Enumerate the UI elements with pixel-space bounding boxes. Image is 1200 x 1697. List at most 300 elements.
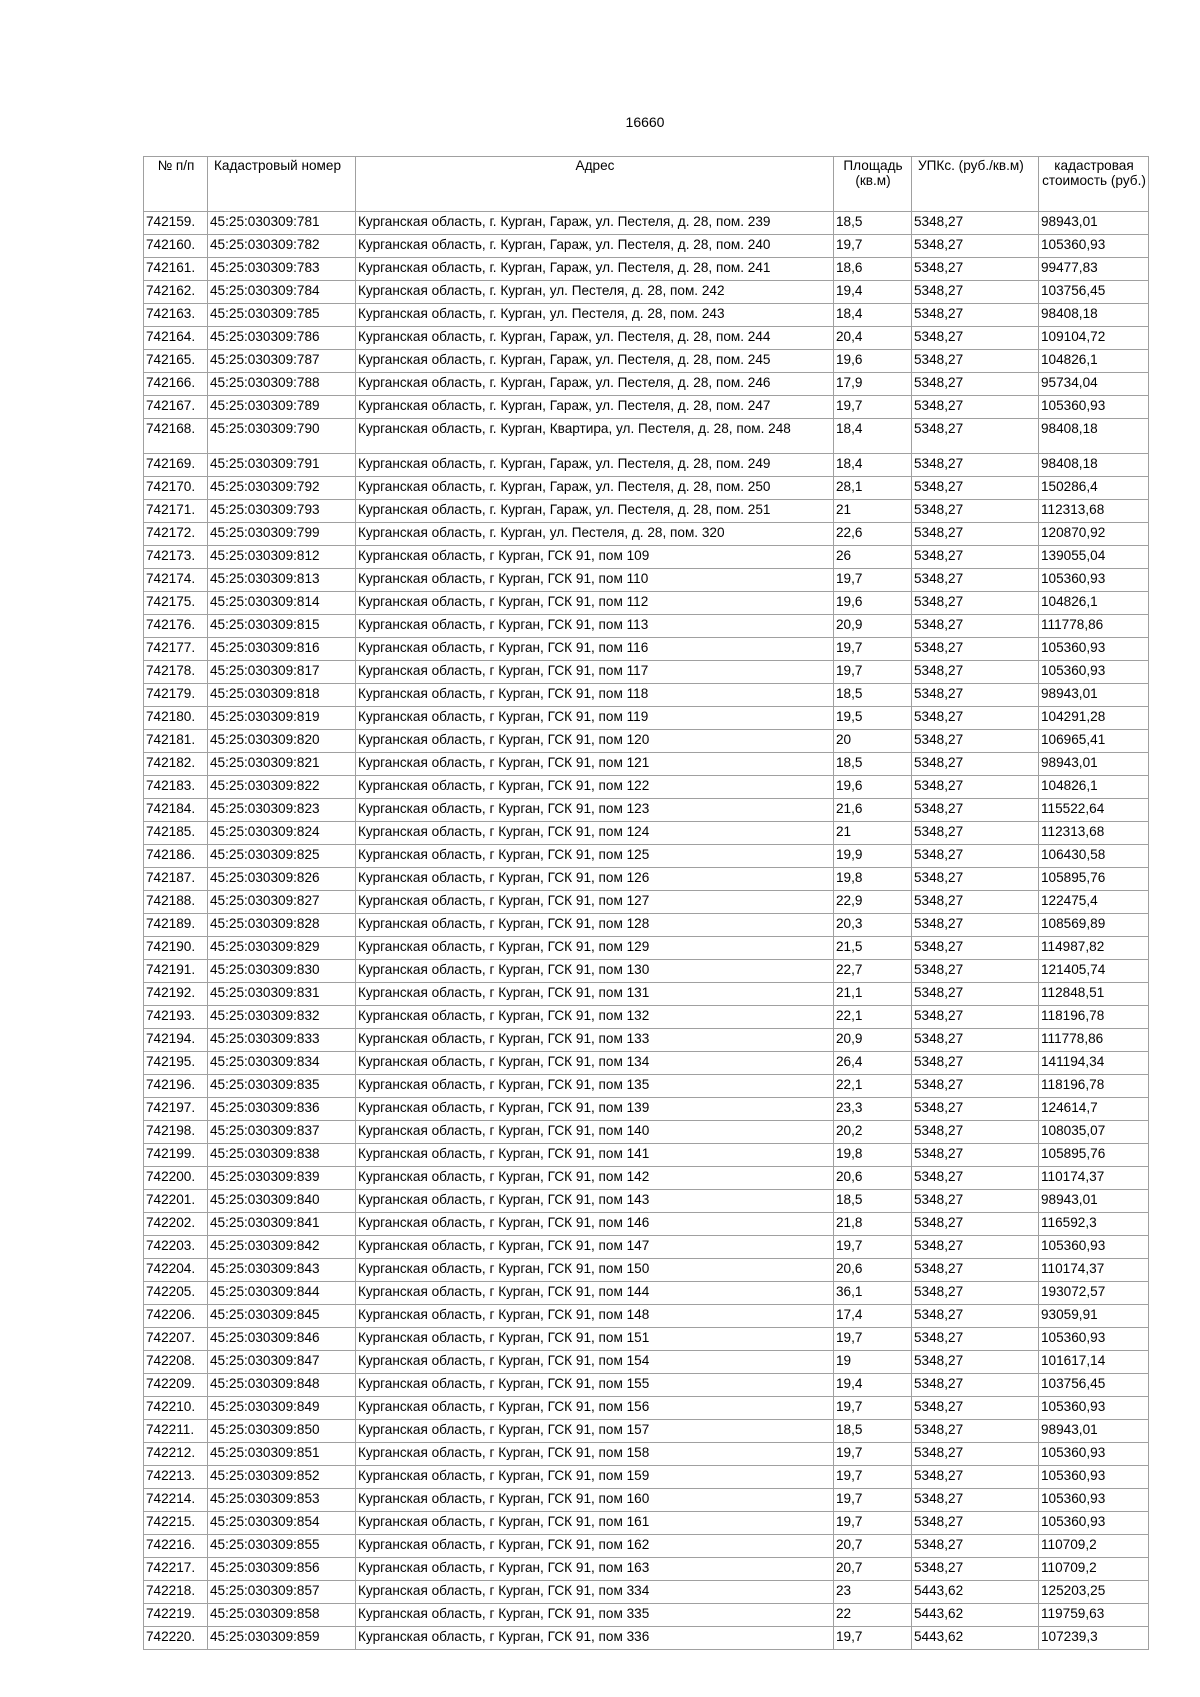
cell-cadastral-number: 45:25:030309:827 [208, 891, 356, 914]
cell-address: Курганская область, г Курган, ГСК 91, пом 156 [356, 1397, 834, 1420]
table-row [144, 212, 1149, 235]
table-header [144, 157, 1149, 212]
cell-cadastral-cost: 101617,14 [1039, 1351, 1149, 1374]
cell-num: 742168. [144, 419, 208, 454]
cell-cadastral-number: 45:25:030309:846 [208, 1328, 356, 1351]
table-row [144, 822, 1149, 845]
cell-upks: 5348,27 [912, 1029, 1039, 1052]
table-row [144, 753, 1149, 776]
cell-cadastral-number: 45:25:030309:816 [208, 638, 356, 661]
cell-address: Курганская область, г Курган, ГСК 91, пом 150 [356, 1259, 834, 1282]
cell-address: Курганская область, г Курган, ГСК 91, пом 131 [356, 983, 834, 1006]
cell-num: 742183. [144, 776, 208, 799]
cell-cadastral-cost: 105360,93 [1039, 661, 1149, 684]
cell-cadastral-number: 45:25:030309:822 [208, 776, 356, 799]
cell-num: 742174. [144, 569, 208, 592]
cell-cadastral-number: 45:25:030309:815 [208, 615, 356, 638]
table-row [144, 615, 1149, 638]
cell-area: 20 [834, 730, 912, 753]
cell-cadastral-cost: 107239,3 [1039, 1627, 1149, 1650]
cell-area: 19,7 [834, 1236, 912, 1259]
cell-cadastral-number: 45:25:030309:781 [208, 212, 356, 235]
cell-area: 22,6 [834, 523, 912, 546]
cell-cadastral-cost: 120870,92 [1039, 523, 1149, 546]
cell-upks: 5348,27 [912, 1443, 1039, 1466]
cell-upks: 5348,27 [912, 235, 1039, 258]
cell-area: 20,3 [834, 914, 912, 937]
cell-cadastral-cost: 105360,93 [1039, 396, 1149, 419]
cell-cadastral-number: 45:25:030309:814 [208, 592, 356, 615]
cell-upks: 5348,27 [912, 1397, 1039, 1420]
table-row [144, 1443, 1149, 1466]
cell-cadastral-cost: 112313,68 [1039, 822, 1149, 845]
cell-upks: 5348,27 [912, 1282, 1039, 1305]
cell-address: Курганская область, г Курган, ГСК 91, пом 144 [356, 1282, 834, 1305]
cell-address: Курганская область, г. Курган, ул. Пестеля, д. 28, пом. 243 [356, 304, 834, 327]
cell-cadastral-cost: 105360,93 [1039, 638, 1149, 661]
cell-area: 28,1 [834, 477, 912, 500]
cell-area: 23,3 [834, 1098, 912, 1121]
cell-area: 18,6 [834, 258, 912, 281]
cell-upks: 5348,27 [912, 1052, 1039, 1075]
cell-num: 742165. [144, 350, 208, 373]
cell-num: 742175. [144, 592, 208, 615]
cell-upks: 5348,27 [912, 327, 1039, 350]
cell-area: 22,9 [834, 891, 912, 914]
cell-num: 742195. [144, 1052, 208, 1075]
cell-area: 26,4 [834, 1052, 912, 1075]
cell-cadastral-number: 45:25:030309:791 [208, 454, 356, 477]
cell-cadastral-number: 45:25:030309:829 [208, 937, 356, 960]
cell-cadastral-number: 45:25:030309:854 [208, 1512, 356, 1535]
cell-upks: 5348,27 [912, 730, 1039, 753]
cell-num: 742179. [144, 684, 208, 707]
table-row [144, 1305, 1149, 1328]
cell-address: Курганская область, г Курган, ГСК 91, пом 124 [356, 822, 834, 845]
cell-cadastral-number: 45:25:030309:825 [208, 845, 356, 868]
cell-address: Курганская область, г Курган, ГСК 91, пом 336 [356, 1627, 834, 1650]
cell-cadastral-number: 45:25:030309:786 [208, 327, 356, 350]
cell-upks: 5348,27 [912, 684, 1039, 707]
cell-area: 19,7 [834, 396, 912, 419]
cell-area: 21,5 [834, 937, 912, 960]
cell-cadastral-number: 45:25:030309:831 [208, 983, 356, 1006]
table-row [144, 454, 1149, 477]
cell-num: 742203. [144, 1236, 208, 1259]
table-row [144, 1052, 1149, 1075]
cell-upks: 5348,27 [912, 396, 1039, 419]
header-num: № п/п [144, 157, 208, 212]
cell-cadastral-cost: 98408,18 [1039, 419, 1149, 454]
table-row [144, 684, 1149, 707]
table-row [144, 937, 1149, 960]
cell-area: 18,5 [834, 1420, 912, 1443]
cell-num: 742215. [144, 1512, 208, 1535]
cell-cadastral-number: 45:25:030309:859 [208, 1627, 356, 1650]
cell-num: 742188. [144, 891, 208, 914]
cell-upks: 5348,27 [912, 1558, 1039, 1581]
table-row [144, 1167, 1149, 1190]
cell-address: Курганская область, г Курган, ГСК 91, пом 142 [356, 1167, 834, 1190]
cell-cadastral-cost: 105360,93 [1039, 235, 1149, 258]
table-row [144, 1236, 1149, 1259]
cell-area: 19,7 [834, 661, 912, 684]
cell-cadastral-number: 45:25:030309:792 [208, 477, 356, 500]
table-row [144, 1535, 1149, 1558]
cell-num: 742184. [144, 799, 208, 822]
table-row [144, 707, 1149, 730]
cell-cadastral-number: 45:25:030309:848 [208, 1374, 356, 1397]
cell-upks: 5348,27 [912, 1305, 1039, 1328]
cell-num: 742218. [144, 1581, 208, 1604]
table-row [144, 350, 1149, 373]
cell-area: 21,8 [834, 1213, 912, 1236]
cell-upks: 5348,27 [912, 350, 1039, 373]
cell-cadastral-cost: 99477,83 [1039, 258, 1149, 281]
cell-cadastral-cost: 110709,2 [1039, 1558, 1149, 1581]
cell-address: Курганская область, г Курган, ГСК 91, пом 151 [356, 1328, 834, 1351]
cell-address: Курганская область, г Курган, ГСК 91, пом 157 [356, 1420, 834, 1443]
cell-area: 20,4 [834, 327, 912, 350]
table-row [144, 281, 1149, 304]
cell-num: 742214. [144, 1489, 208, 1512]
cell-cadastral-cost: 119759,63 [1039, 1604, 1149, 1627]
cell-area: 22,1 [834, 1075, 912, 1098]
table-row [144, 891, 1149, 914]
cell-num: 742173. [144, 546, 208, 569]
cell-area: 20,9 [834, 1029, 912, 1052]
table-row [144, 523, 1149, 546]
cell-num: 742212. [144, 1443, 208, 1466]
cell-cadastral-number: 45:25:030309:784 [208, 281, 356, 304]
cell-num: 742189. [144, 914, 208, 937]
table-row [144, 1121, 1149, 1144]
table-row [144, 1397, 1149, 1420]
cell-address: Курганская область, г Курган, ГСК 91, пом 118 [356, 684, 834, 707]
cell-cadastral-cost: 106430,58 [1039, 845, 1149, 868]
cell-num: 742198. [144, 1121, 208, 1144]
cell-upks: 5348,27 [912, 707, 1039, 730]
cell-cadastral-cost: 115522,64 [1039, 799, 1149, 822]
cell-upks: 5348,27 [912, 868, 1039, 891]
cell-cadastral-cost: 114987,82 [1039, 937, 1149, 960]
cell-address: Курганская область, г Курган, ГСК 91, пом 141 [356, 1144, 834, 1167]
cell-cadastral-cost: 98943,01 [1039, 753, 1149, 776]
cell-cadastral-cost: 105360,93 [1039, 1489, 1149, 1512]
cell-area: 19,6 [834, 592, 912, 615]
cell-area: 36,1 [834, 1282, 912, 1305]
table-row [144, 419, 1149, 454]
cell-area: 20,2 [834, 1121, 912, 1144]
cell-address: Курганская область, г. Курган, Гараж, ул. Пестеля, д. 28, пом. 244 [356, 327, 834, 350]
cell-address: Курганская область, г. Курган, Гараж, ул. Пестеля, д. 28, пом. 249 [356, 454, 834, 477]
cell-num: 742171. [144, 500, 208, 523]
cell-upks: 5348,27 [912, 212, 1039, 235]
table-row [144, 1489, 1149, 1512]
table-row [144, 730, 1149, 753]
table-row [144, 592, 1149, 615]
cell-area: 19,7 [834, 1443, 912, 1466]
header-row [144, 157, 1149, 212]
cell-address: Курганская область, г Курган, ГСК 91, пом 334 [356, 1581, 834, 1604]
cell-cadastral-cost: 105360,93 [1039, 1466, 1149, 1489]
cell-cadastral-number: 45:25:030309:824 [208, 822, 356, 845]
cell-cadastral-cost: 121405,74 [1039, 960, 1149, 983]
cell-cadastral-number: 45:25:030309:782 [208, 235, 356, 258]
cell-address: Курганская область, г. Курган, Гараж, ул. Пестеля, д. 28, пом. 240 [356, 235, 834, 258]
cell-num: 742178. [144, 661, 208, 684]
cell-address: Курганская область, г Курган, ГСК 91, пом 130 [356, 960, 834, 983]
cell-address: Курганская область, г Курган, ГСК 91, пом 119 [356, 707, 834, 730]
cell-cadastral-number: 45:25:030309:833 [208, 1029, 356, 1052]
cell-cadastral-cost: 104291,28 [1039, 707, 1149, 730]
header-address: Адрес [356, 157, 834, 212]
cell-cadastral-number: 45:25:030309:856 [208, 1558, 356, 1581]
cell-area: 20,6 [834, 1167, 912, 1190]
cell-upks: 5348,27 [912, 569, 1039, 592]
cadastral-registry-table [143, 156, 1149, 1650]
table-row [144, 1627, 1149, 1650]
cell-cadastral-number: 45:25:030309:799 [208, 523, 356, 546]
cell-cadastral-number: 45:25:030309:830 [208, 960, 356, 983]
cell-cadastral-cost: 103756,45 [1039, 1374, 1149, 1397]
cell-area: 19,7 [834, 1328, 912, 1351]
cell-num: 742200. [144, 1167, 208, 1190]
table-row [144, 1259, 1149, 1282]
cell-address: Курганская область, г Курган, ГСК 91, пом 125 [356, 845, 834, 868]
cell-area: 17,4 [834, 1305, 912, 1328]
cell-upks: 5348,27 [912, 937, 1039, 960]
cell-num: 742160. [144, 235, 208, 258]
cell-cadastral-number: 45:25:030309:836 [208, 1098, 356, 1121]
cell-cadastral-number: 45:25:030309:838 [208, 1144, 356, 1167]
cell-area: 19,8 [834, 868, 912, 891]
table-row [144, 258, 1149, 281]
cell-upks: 5348,27 [912, 1121, 1039, 1144]
cell-upks: 5348,27 [912, 753, 1039, 776]
cell-upks: 5348,27 [912, 1006, 1039, 1029]
table-row [144, 799, 1149, 822]
cell-num: 742176. [144, 615, 208, 638]
cell-address: Курганская область, г Курган, ГСК 91, пом 143 [356, 1190, 834, 1213]
table-row [144, 1374, 1149, 1397]
cell-upks: 5348,27 [912, 891, 1039, 914]
cell-upks: 5443,62 [912, 1627, 1039, 1650]
cell-address: Курганская область, г Курган, ГСК 91, пом 148 [356, 1305, 834, 1328]
table-row [144, 327, 1149, 350]
table-row [144, 546, 1149, 569]
cell-address: Курганская область, г Курган, ГСК 91, пом 126 [356, 868, 834, 891]
cell-cadastral-number: 45:25:030309:850 [208, 1420, 356, 1443]
cell-upks: 5348,27 [912, 960, 1039, 983]
cell-cadastral-cost: 95734,04 [1039, 373, 1149, 396]
header-upks: УПКс. (руб./кв.м) [912, 157, 1039, 212]
cell-cadastral-number: 45:25:030309:828 [208, 914, 356, 937]
cell-cadastral-cost: 105895,76 [1039, 1144, 1149, 1167]
cell-address: Курганская область, г Курган, ГСК 91, пом 160 [356, 1489, 834, 1512]
cell-address: Курганская область, г Курган, ГСК 91, пом 155 [356, 1374, 834, 1397]
header-cadastral-number: Кадастровый номер [208, 157, 356, 212]
cell-area: 22,7 [834, 960, 912, 983]
cell-num: 742190. [144, 937, 208, 960]
cell-cadastral-number: 45:25:030309:844 [208, 1282, 356, 1305]
cell-cadastral-cost: 141194,34 [1039, 1052, 1149, 1075]
cell-address: Курганская область, г Курган, ГСК 91, пом 120 [356, 730, 834, 753]
cell-cadastral-number: 45:25:030309:823 [208, 799, 356, 822]
cell-cadastral-cost: 105360,93 [1039, 1397, 1149, 1420]
cell-address: Курганская область, г Курган, ГСК 91, пом 116 [356, 638, 834, 661]
cell-area: 19,8 [834, 1144, 912, 1167]
cell-cadastral-cost: 98408,18 [1039, 304, 1149, 327]
cell-address: Курганская область, г. Курган, Квартира, ул. Пестеля, д. 28, пом. 248 [356, 419, 834, 454]
cell-upks: 5348,27 [912, 1374, 1039, 1397]
cell-cadastral-number: 45:25:030309:817 [208, 661, 356, 684]
cell-cadastral-cost: 105360,93 [1039, 569, 1149, 592]
cell-upks: 5348,27 [912, 1075, 1039, 1098]
cell-upks: 5443,62 [912, 1604, 1039, 1627]
cell-cadastral-cost: 122475,4 [1039, 891, 1149, 914]
cell-address: Курганская область, г Курган, ГСК 91, пом 127 [356, 891, 834, 914]
cell-cadastral-cost: 150286,4 [1039, 477, 1149, 500]
cell-cadastral-number: 45:25:030309:852 [208, 1466, 356, 1489]
cell-area: 18,5 [834, 212, 912, 235]
cell-area: 23 [834, 1581, 912, 1604]
cell-cadastral-cost: 105360,93 [1039, 1512, 1149, 1535]
cell-upks: 5348,27 [912, 281, 1039, 304]
cell-address: Курганская область, г Курган, ГСК 91, пом 129 [356, 937, 834, 960]
cell-num: 742199. [144, 1144, 208, 1167]
cell-address: Курганская область, г. Курган, Гараж, ул. Пестеля, д. 28, пом. 251 [356, 500, 834, 523]
cell-area: 19,4 [834, 281, 912, 304]
cell-area: 19,7 [834, 1627, 912, 1650]
cell-cadastral-number: 45:25:030309:819 [208, 707, 356, 730]
table-row [144, 1581, 1149, 1604]
cell-area: 19 [834, 1351, 912, 1374]
cell-cadastral-number: 45:25:030309:812 [208, 546, 356, 569]
cell-area: 19,5 [834, 707, 912, 730]
cell-cadastral-cost: 111778,86 [1039, 1029, 1149, 1052]
cell-num: 742192. [144, 983, 208, 1006]
cell-area: 19,7 [834, 1466, 912, 1489]
cell-area: 19,7 [834, 235, 912, 258]
header-cadastral-cost: кадастровая стоимость (руб.) [1039, 157, 1149, 212]
cell-area: 19,7 [834, 1512, 912, 1535]
cell-address: Курганская область, г. Курган, Гараж, ул. Пестеля, д. 28, пом. 239 [356, 212, 834, 235]
page-number: 16660 [625, 114, 665, 130]
cell-num: 742216. [144, 1535, 208, 1558]
cell-num: 742219. [144, 1604, 208, 1627]
table-row [144, 1075, 1149, 1098]
cell-area: 21,1 [834, 983, 912, 1006]
cell-upks: 5348,27 [912, 258, 1039, 281]
cell-cadastral-cost: 112848,51 [1039, 983, 1149, 1006]
table-row [144, 569, 1149, 592]
cell-area: 26 [834, 546, 912, 569]
cell-area: 18,4 [834, 419, 912, 454]
cell-cadastral-number: 45:25:030309:834 [208, 1052, 356, 1075]
table-row [144, 1098, 1149, 1121]
table-row [144, 1006, 1149, 1029]
cell-upks: 5348,27 [912, 523, 1039, 546]
cell-cadastral-number: 45:25:030309:785 [208, 304, 356, 327]
cell-cadastral-cost: 108035,07 [1039, 1121, 1149, 1144]
cell-address: Курганская область, г Курган, ГСК 91, пом 154 [356, 1351, 834, 1374]
cell-cadastral-number: 45:25:030309:851 [208, 1443, 356, 1466]
cell-address: Курганская область, г Курган, ГСК 91, пом 134 [356, 1052, 834, 1075]
table-row [144, 477, 1149, 500]
cell-cadastral-number: 45:25:030309:845 [208, 1305, 356, 1328]
cell-cadastral-cost: 124614,7 [1039, 1098, 1149, 1121]
table-row [144, 1144, 1149, 1167]
cell-area: 19,9 [834, 845, 912, 868]
cell-upks: 5348,27 [912, 1144, 1039, 1167]
cell-upks: 5348,27 [912, 1535, 1039, 1558]
table-row [144, 983, 1149, 1006]
header-area: Площадь (кв.м) [834, 157, 912, 212]
cell-address: Курганская область, г Курган, ГСК 91, пом 146 [356, 1213, 834, 1236]
table-row [144, 960, 1149, 983]
cell-area: 19,7 [834, 569, 912, 592]
cell-cadastral-number: 45:25:030309:793 [208, 500, 356, 523]
cell-upks: 5348,27 [912, 1259, 1039, 1282]
table-row [144, 914, 1149, 937]
cell-cadastral-cost: 106965,41 [1039, 730, 1149, 753]
cell-area: 19,4 [834, 1374, 912, 1397]
cell-upks: 5348,27 [912, 776, 1039, 799]
cell-upks: 5348,27 [912, 983, 1039, 1006]
cell-cadastral-cost: 103756,45 [1039, 281, 1149, 304]
cell-upks: 5348,27 [912, 914, 1039, 937]
cell-cadastral-number: 45:25:030309:843 [208, 1259, 356, 1282]
cell-upks: 5348,27 [912, 638, 1039, 661]
cell-cadastral-cost: 104826,1 [1039, 776, 1149, 799]
cell-num: 742201. [144, 1190, 208, 1213]
table-body [144, 212, 1149, 1650]
cell-upks: 5348,27 [912, 799, 1039, 822]
cell-upks: 5348,27 [912, 1167, 1039, 1190]
cell-cadastral-cost: 105895,76 [1039, 868, 1149, 891]
cell-address: Курганская область, г. Курган, Гараж, ул. Пестеля, д. 28, пом. 241 [356, 258, 834, 281]
cell-num: 742167. [144, 396, 208, 419]
cell-area: 21 [834, 822, 912, 845]
cell-upks: 5348,27 [912, 822, 1039, 845]
cell-num: 742161. [144, 258, 208, 281]
cell-address: Курганская область, г Курган, ГСК 91, пом 121 [356, 753, 834, 776]
cell-num: 742213. [144, 1466, 208, 1489]
cell-cadastral-cost: 111778,86 [1039, 615, 1149, 638]
cell-upks: 5348,27 [912, 615, 1039, 638]
cell-area: 18,5 [834, 1190, 912, 1213]
cell-area: 20,9 [834, 615, 912, 638]
cell-address: Курганская область, г Курган, ГСК 91, пом 113 [356, 615, 834, 638]
cell-upks: 5348,27 [912, 373, 1039, 396]
cell-upks: 5348,27 [912, 1489, 1039, 1512]
cell-cadastral-cost: 118196,78 [1039, 1075, 1149, 1098]
table-row [144, 1213, 1149, 1236]
cell-cadastral-number: 45:25:030309:832 [208, 1006, 356, 1029]
cell-cadastral-number: 45:25:030309:820 [208, 730, 356, 753]
cell-num: 742207. [144, 1328, 208, 1351]
cell-num: 742194. [144, 1029, 208, 1052]
table-row [144, 1420, 1149, 1443]
cell-num: 742206. [144, 1305, 208, 1328]
cell-num: 742166. [144, 373, 208, 396]
cell-address: Курганская область, г Курган, ГСК 91, пом 128 [356, 914, 834, 937]
cell-num: 742211. [144, 1420, 208, 1443]
cell-cadastral-number: 45:25:030309:790 [208, 419, 356, 454]
cell-cadastral-cost: 104826,1 [1039, 350, 1149, 373]
cell-area: 18,4 [834, 454, 912, 477]
